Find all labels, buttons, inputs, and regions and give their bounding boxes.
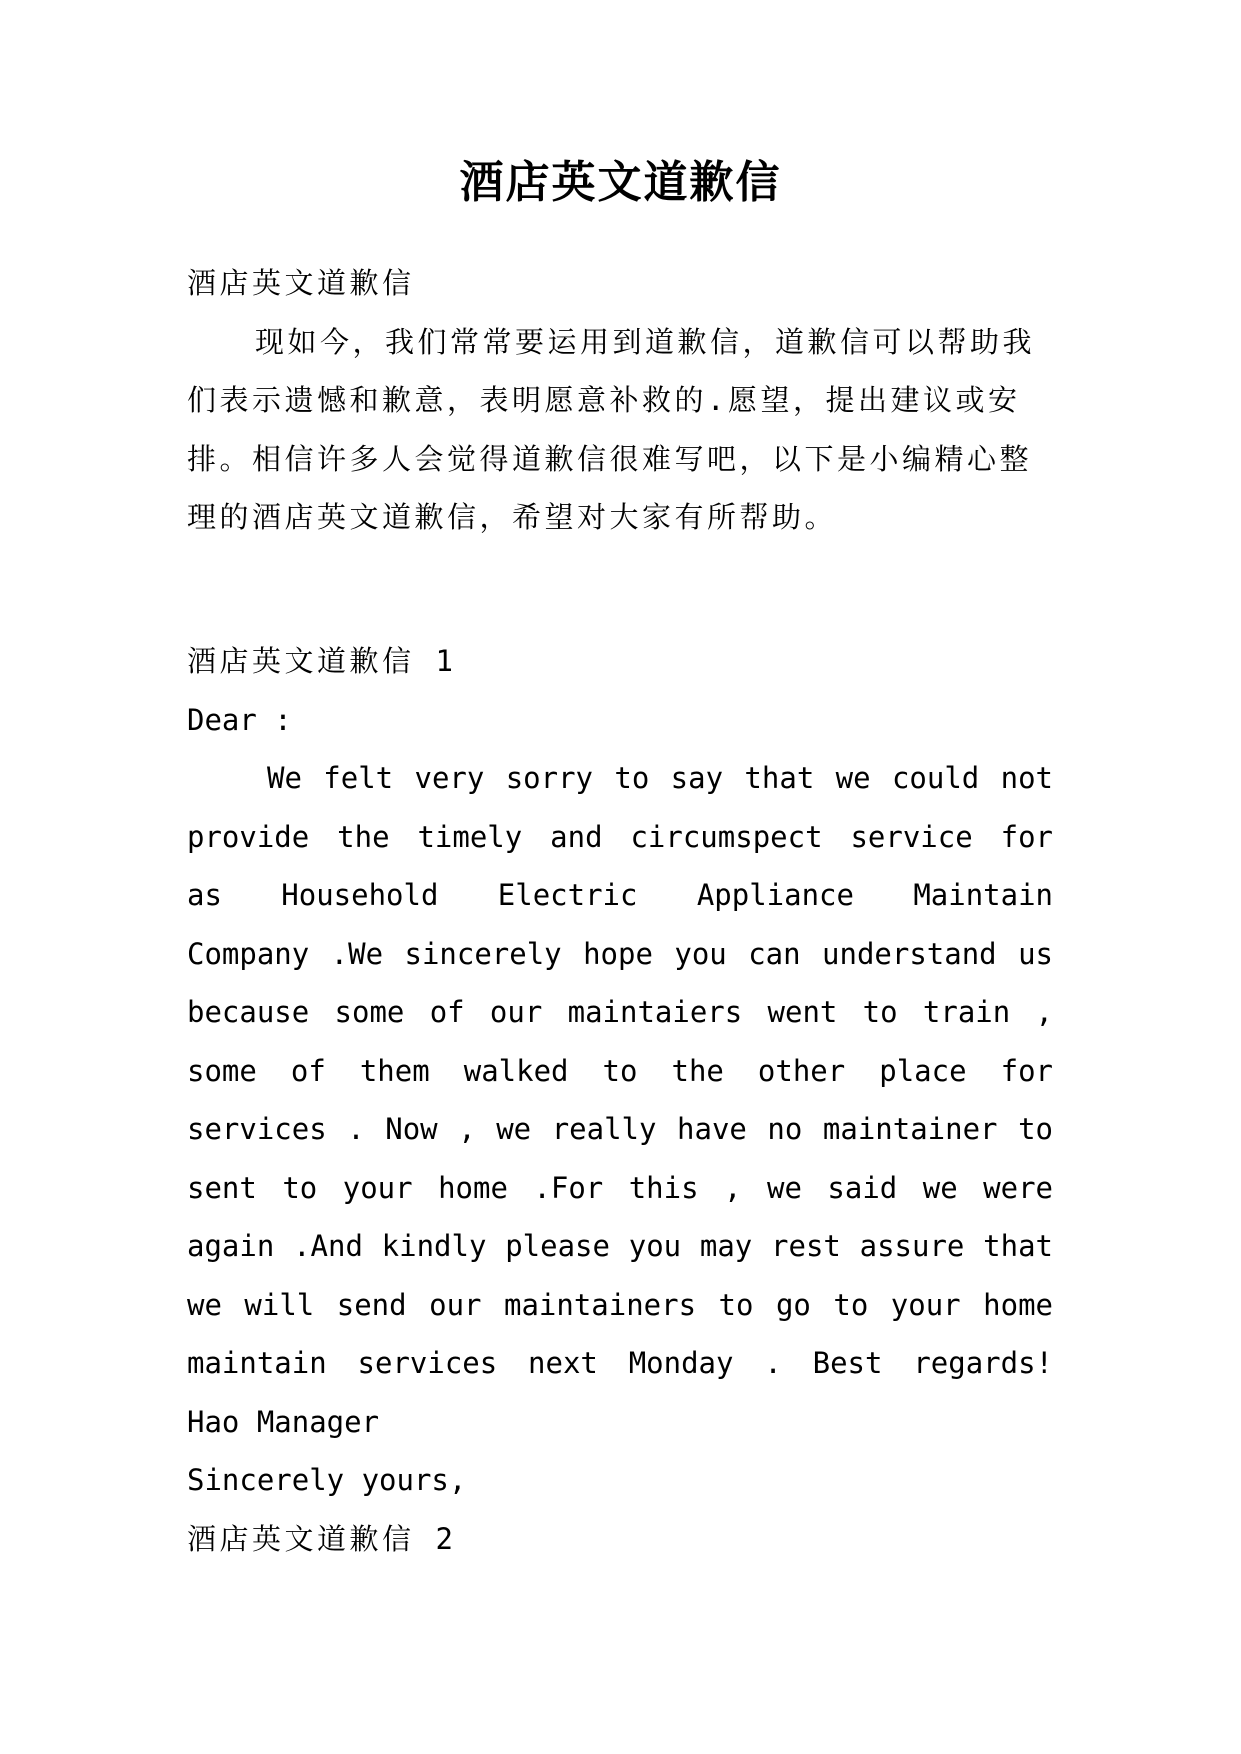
intro-block [187, 254, 1053, 547]
letter-1-body-line: as Household Electric Appliance Maintain [187, 878, 1053, 912]
intro-line: 理的酒店英文道歉信，希望对大家有所帮助。 [187, 500, 838, 534]
letter-1-body-line: Hao Manager [187, 1404, 380, 1439]
letter-2-heading: 酒店英文道歉信 2 [187, 1521, 457, 1556]
letter-1-body-line: we will send our maintainers to go to your home [187, 1287, 1053, 1322]
letter-1-body-line: because some of our maintaiers went to train , [187, 995, 1053, 1029]
document-title: 酒店英文道歉信 [459, 157, 782, 208]
letter-1-body-line: maintain services next Monday . Best regards! [187, 1346, 1053, 1380]
letter-1-body-line: provide the timely and circumspect service for [187, 819, 1053, 854]
intro-line: 排。相信许多人会觉得道歉信很难写吧，以下是小编精心整 [187, 441, 1033, 476]
letter-1-body-line: some of them walked to the other place for [187, 1053, 1053, 1088]
intro-line: 们表示遗憾和歉意，表明愿意补救的.愿望，提出建议或安 [187, 383, 1021, 417]
letter-1 [187, 632, 1053, 1568]
letter-1-body-line: Company .We sincerely hope you can understand us [187, 936, 1053, 971]
document-subtitle: 酒店英文道歉信 [187, 266, 415, 300]
intro-line: 现如今，我们常常要运用到道歉信，道歉信可以帮助我 [255, 324, 1036, 359]
letter-1-closing: Sincerely yours, [187, 1463, 467, 1497]
letter-1-heading: 酒店英文道歉信 1 [187, 644, 457, 678]
letter-1-salutation: Dear : [187, 702, 292, 737]
letter-1-body-line: again .And kindly please you may rest assure that [187, 1229, 1053, 1263]
letter-1-body-line: sent to your home .For this , we said we were [187, 1170, 1053, 1205]
letter-1-body-line: We felt very sorry to say that we could not [267, 761, 1053, 795]
letter-1-body-line: services . Now , we really have no maintainer to [187, 1112, 1053, 1146]
